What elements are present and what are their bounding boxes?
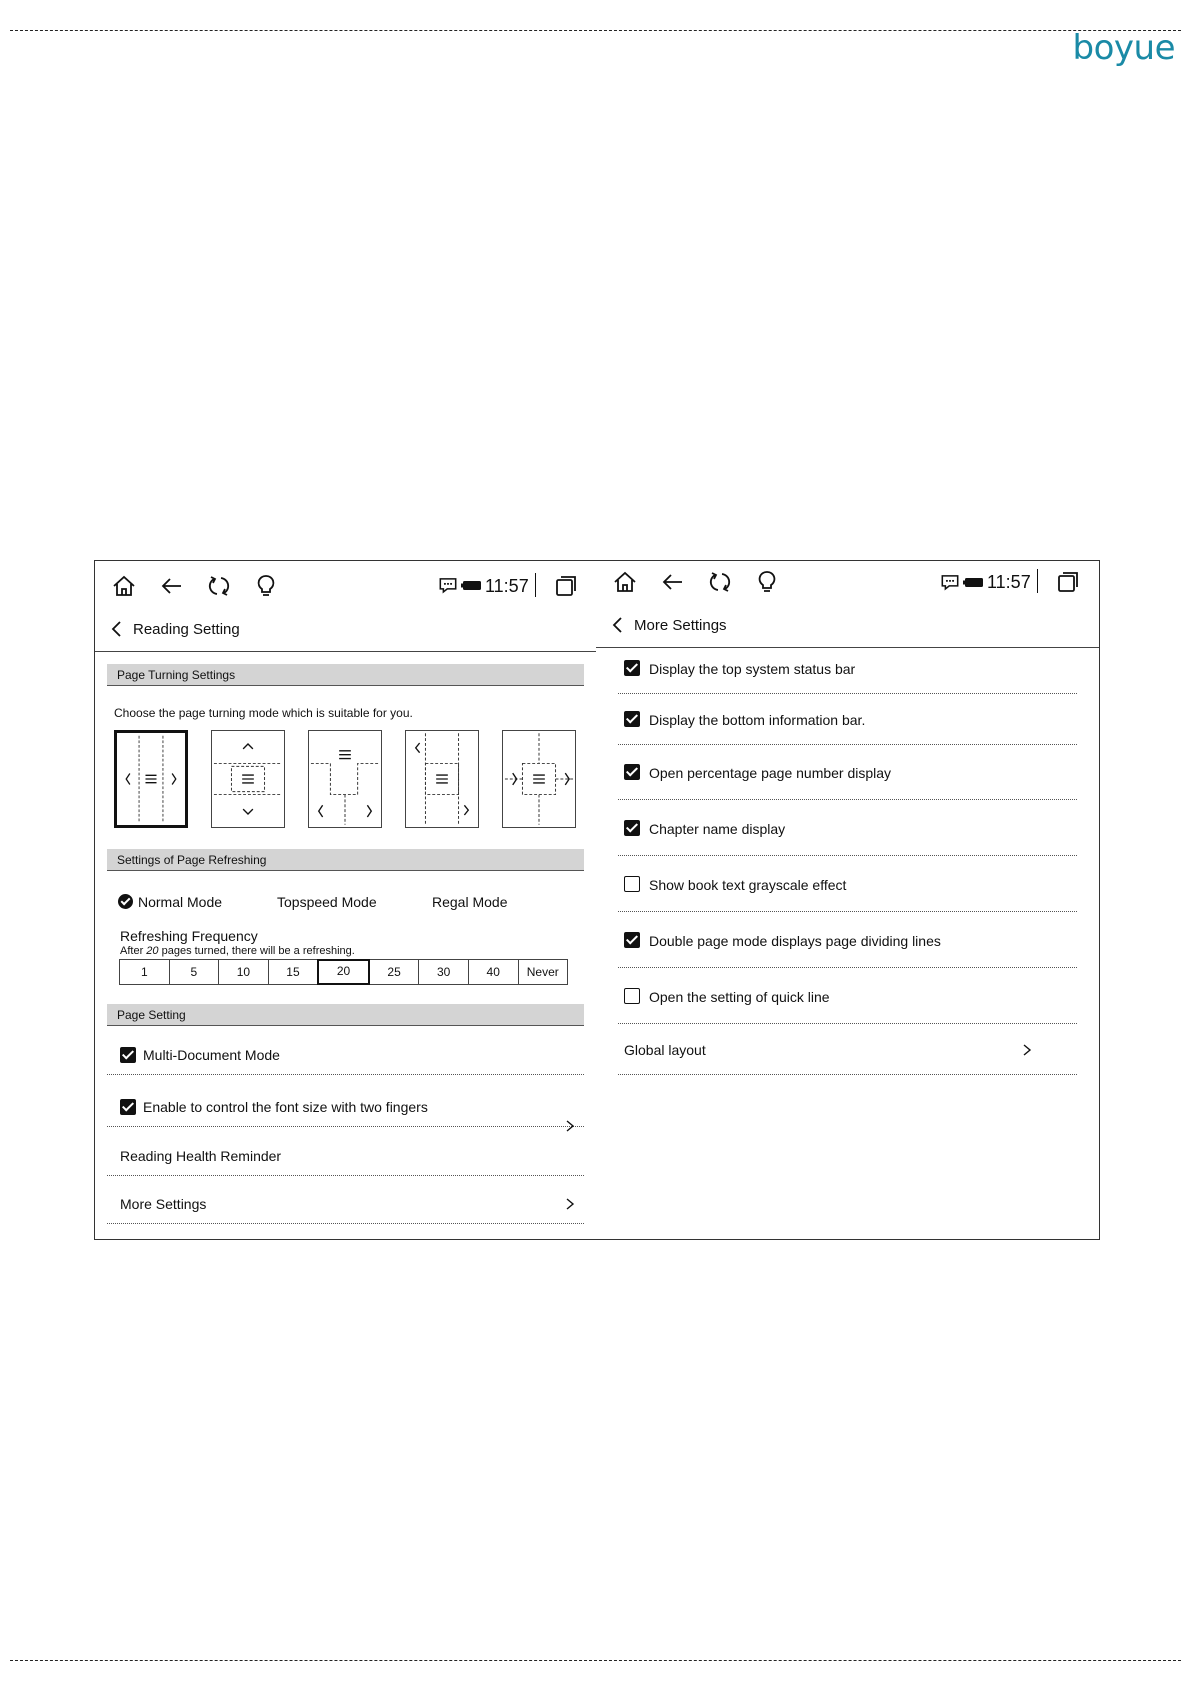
divider — [618, 744, 1077, 745]
divider — [107, 1223, 584, 1224]
lightbulb-icon[interactable] — [754, 569, 780, 595]
page-title: More Settings — [634, 617, 727, 634]
divider — [107, 1126, 584, 1127]
normal-mode-radio[interactable] — [118, 894, 133, 909]
reading-setting-pane — [95, 561, 596, 1239]
status-bar — [596, 561, 1099, 611]
clock-time: 11:57 — [987, 572, 1031, 592]
clock-time: 11:57 — [485, 576, 529, 596]
page-dividing-lines-label[interactable]: Double page mode displays page dividing lines — [649, 933, 941, 949]
reading-setting-header — [95, 609, 596, 652]
back-arrow-icon[interactable] — [660, 569, 686, 595]
refresh-icon[interactable] — [707, 569, 733, 595]
divider — [107, 1175, 584, 1176]
top-status-bar-label[interactable]: Display the top system status bar — [649, 661, 856, 677]
frequency-option[interactable]: 1 — [119, 959, 170, 985]
status-bar — [95, 561, 596, 611]
divider — [618, 1074, 1077, 1075]
frequency-option[interactable]: 25 — [369, 959, 420, 985]
chapter-name-checkbox[interactable] — [624, 820, 640, 836]
window-icon[interactable] — [1055, 569, 1081, 595]
divider — [618, 693, 1077, 694]
chevron-right-icon[interactable] — [1020, 1043, 1034, 1057]
frequency-option-selected[interactable]: 20 — [317, 959, 370, 985]
chevron-right-icon[interactable] — [563, 1119, 577, 1133]
percentage-page-number-checkbox[interactable] — [624, 764, 640, 780]
battery-icon — [461, 578, 483, 592]
grayscale-effect-label[interactable]: Show book text grayscale effect — [649, 877, 847, 893]
battery-icon — [963, 575, 985, 589]
screenshot-frame — [94, 560, 1100, 1240]
chevron-right-icon[interactable] — [563, 1197, 577, 1211]
lightbulb-icon[interactable] — [253, 573, 279, 599]
mode-option-center-frame[interactable] — [502, 730, 576, 828]
more-settings-pane — [596, 561, 1099, 1239]
multi-document-checkbox[interactable] — [120, 1047, 136, 1063]
frequency-option[interactable]: 40 — [468, 959, 519, 985]
window-icon[interactable] — [553, 573, 579, 599]
divider — [618, 911, 1077, 912]
normal-mode-label[interactable]: Normal Mode — [138, 894, 223, 910]
home-icon[interactable] — [612, 569, 638, 595]
mode-option-left-right[interactable] — [114, 730, 188, 828]
frequency-option[interactable]: 30 — [418, 959, 469, 985]
reading-health-reminder[interactable]: Reading Health Reminder — [120, 1148, 282, 1164]
quick-line-checkbox[interactable] — [624, 988, 640, 1004]
page-setting-header: Page Setting — [107, 1004, 584, 1026]
mode-option-bottom-split[interactable] — [308, 730, 382, 828]
grayscale-effect-checkbox[interactable] — [624, 876, 640, 892]
status-divider — [535, 573, 536, 597]
message-icon — [940, 572, 960, 592]
chevron-left-icon[interactable] — [107, 618, 127, 640]
multi-document-label[interactable]: Multi-Document Mode — [143, 1047, 280, 1063]
home-icon[interactable] — [111, 573, 137, 599]
page-refreshing-header: Settings of Page Refreshing — [107, 849, 584, 871]
divider — [618, 967, 1077, 968]
back-arrow-icon[interactable] — [159, 573, 185, 599]
page-turning-prompt: Choose the page turning mode which is suitable for you. — [114, 706, 413, 720]
frequency-option[interactable]: 10 — [218, 959, 269, 985]
divider — [107, 1074, 584, 1075]
percentage-page-number-label[interactable]: Open percentage page number display — [649, 765, 892, 781]
chapter-name-label[interactable]: Chapter name display — [649, 821, 786, 837]
bottom-dashed-border — [10, 1660, 1181, 1661]
top-status-bar-checkbox[interactable] — [624, 660, 640, 676]
more-settings-header — [596, 605, 1099, 648]
topspeed-mode-label[interactable]: Topspeed Mode — [277, 894, 377, 910]
global-layout-link[interactable]: Global layout — [624, 1042, 706, 1058]
divider — [618, 799, 1077, 800]
mode-option-up-down[interactable] — [211, 730, 285, 828]
refresh-frequency-selector — [120, 959, 568, 985]
refresh-icon[interactable] — [206, 573, 232, 599]
frequency-option[interactable]: 5 — [169, 959, 220, 985]
divider — [618, 1023, 1077, 1024]
two-finger-font-checkbox[interactable] — [120, 1099, 136, 1115]
bottom-info-bar-checkbox[interactable] — [624, 711, 640, 727]
regal-mode-label[interactable]: Regal Mode — [432, 894, 508, 910]
refreshing-note: After 20 pages turned, there will be a refreshing. — [120, 945, 355, 957]
top-dashed-border — [10, 30, 1181, 31]
page-title: Reading Setting — [133, 621, 240, 638]
page-dividing-lines-checkbox[interactable] — [624, 932, 640, 948]
message-icon — [438, 575, 458, 595]
divider — [618, 855, 1077, 856]
frequency-option[interactable]: 15 — [268, 959, 319, 985]
mode-option-corner[interactable] — [405, 730, 479, 828]
boyue-logo: boyue — [1072, 28, 1175, 68]
status-divider — [1037, 569, 1038, 593]
more-settings-link[interactable]: More Settings — [120, 1196, 207, 1212]
refreshing-frequency-label: Refreshing Frequency — [120, 928, 258, 944]
chevron-left-icon[interactable] — [608, 614, 628, 636]
frequency-option[interactable]: Never — [518, 959, 569, 985]
two-finger-font-label[interactable]: Enable to control the font size with two fingers — [143, 1099, 428, 1115]
page-turning-header: Page Turning Settings — [107, 664, 584, 686]
quick-line-label[interactable]: Open the setting of quick line — [649, 989, 830, 1005]
bottom-info-bar-label[interactable]: Display the bottom information bar. — [649, 712, 866, 728]
